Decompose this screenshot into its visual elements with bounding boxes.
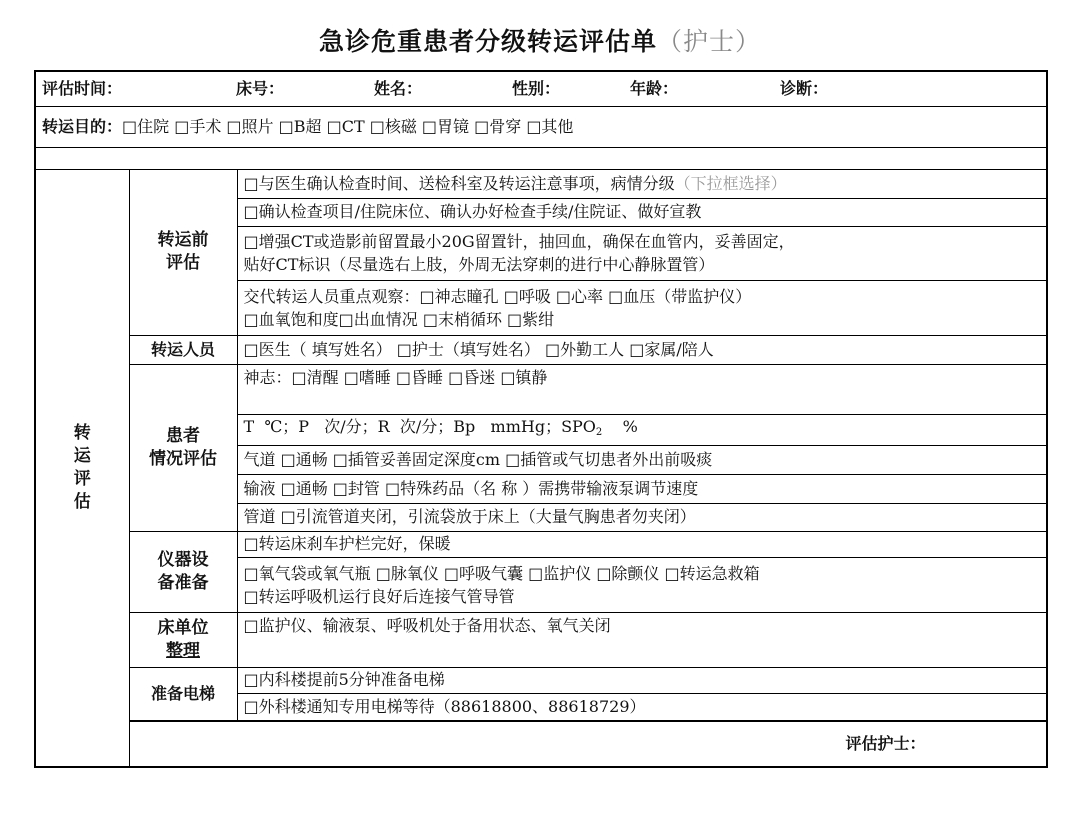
mind-row: 神志：□清醒 □嗜睡 □昏睡 □昏迷 □镇静 bbox=[237, 364, 1047, 414]
staff-label: 转运人员 bbox=[129, 335, 237, 364]
airway-row: 气道 □通畅 □插管妥善固定深度cm □插管或气切患者外出前吸痰 bbox=[237, 445, 1047, 474]
assessment-form bbox=[34, 70, 1048, 768]
elevator-row-2: □外科楼通知专用电梯等待（88618800、88618729） bbox=[237, 693, 1047, 720]
title-main: 急诊危重患者分级转运评估单 bbox=[318, 27, 657, 56]
elevator-row-1: □内科楼提前5分钟准备电梯 bbox=[237, 667, 1047, 693]
pre-row-2: □确认检查项目/住院床位、确认办好检查手续/住院证、做好宣教 bbox=[237, 198, 1047, 226]
pre-row-1: □与医生确认检查时间、送检科室及转运注意事项，病情分级（下拉框选择） bbox=[237, 169, 1047, 198]
blank-row bbox=[35, 147, 1047, 169]
gender-label: 性别： bbox=[512, 78, 561, 98]
footer-row bbox=[129, 721, 1047, 767]
nurse-label: 评估护士： bbox=[845, 733, 926, 753]
equip-row-2: □氧气袋或氧气瓶 □脉氧仪 □呼吸气囊 □监护仪 □除颤仪 □转运急救箱 □转运呼吸机运行良好后连接气管导管 bbox=[237, 557, 1047, 612]
equip-row-1: □转运床刹车护栏完好，保暖 bbox=[237, 531, 1047, 557]
vitals-row: T ℃；P 次/分；R 次/分；Bp mmHg；SPO2 % bbox=[237, 414, 1047, 445]
purpose-options: □住院 □手术 □照片 □B超 □CT □核磁 □胃镜 □骨穿 □其他 bbox=[122, 116, 574, 136]
infusion-row: 输液 □通畅 □封管 □特殊药品（名 称 ）需携带输液泵调节速度 bbox=[237, 474, 1047, 503]
bed-unit-row: □监护仪、输液泵、呼吸机处于备用状态、氧气关闭 bbox=[237, 612, 1047, 667]
purpose-row bbox=[35, 106, 1047, 147]
dropdown-hint[interactable]: （下拉框选择） bbox=[674, 173, 787, 193]
age-label: 年龄： bbox=[630, 78, 679, 98]
elevator-label: 准备电梯 bbox=[129, 667, 237, 720]
equipment-label: 仪器设 备准备 bbox=[129, 531, 237, 612]
header-row bbox=[35, 71, 1047, 106]
tube-row: 管道 □引流管道夹闭，引流袋放于床上（大量气胸患者勿夹闭） bbox=[237, 503, 1047, 531]
bed-unit-label: 床单位 整理 bbox=[129, 612, 237, 667]
section-label: 转运评估 bbox=[35, 169, 129, 767]
diagnosis-label: 诊断： bbox=[780, 78, 829, 98]
staff-options: □医生（ 填写姓名） □护士（填写姓名） □外勤工人 □家属/陪人 bbox=[237, 335, 1047, 364]
pre-row-4: 交代转运人员重点观察：□神志瞳孔 □呼吸 □心率 □血压（带监护仪） □血氧饱和度□出血情况 □末梢循环 □紫绀 bbox=[237, 280, 1047, 335]
page-title bbox=[0, 22, 1080, 58]
eval-time-label: 评估时间： bbox=[42, 78, 123, 98]
pre-row-3: □增强CT或造影前留置最小20G留置针，抽回血，确保在血管内，妥善固定， 贴好CT标识（尽量选右上肢，外周无法穿刺的进行中心静脉置管） bbox=[237, 226, 1047, 280]
patient-label: 患者 情况评估 bbox=[129, 364, 237, 531]
title-role: （护士） bbox=[657, 27, 762, 56]
purpose-label: 转运目的： bbox=[42, 116, 123, 136]
bed-label: 床号： bbox=[236, 78, 285, 98]
name-label: 姓名： bbox=[374, 78, 423, 98]
pre-transfer-label: 转运前评估 bbox=[129, 169, 237, 335]
